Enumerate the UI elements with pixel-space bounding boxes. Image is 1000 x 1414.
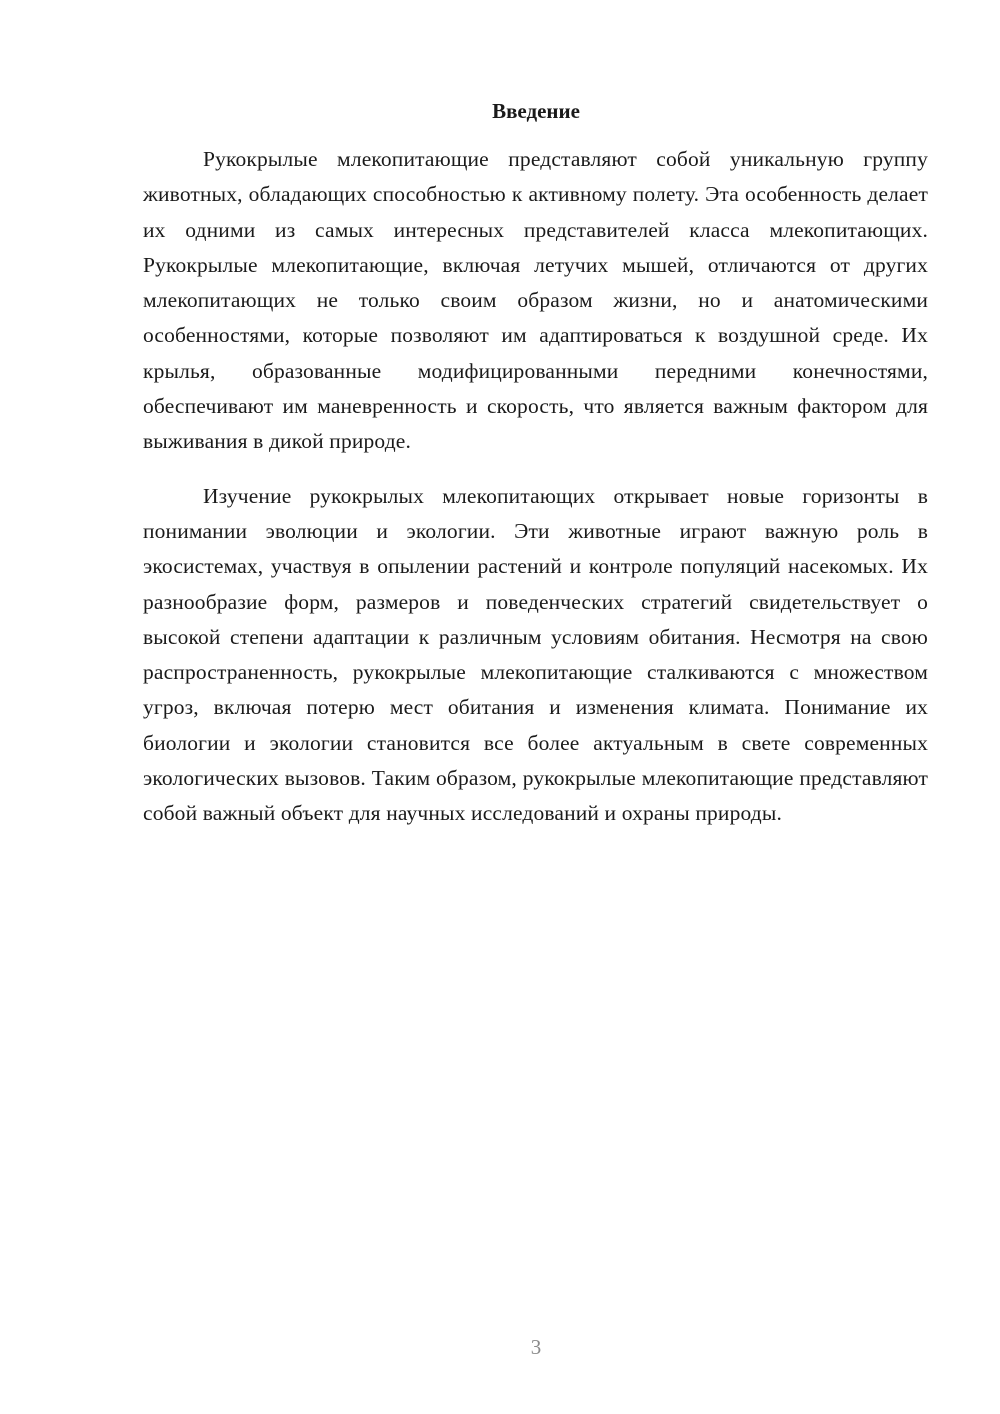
- body-text: [143, 142, 928, 851]
- section-heading: Введение: [492, 99, 580, 123]
- paragraph-1: Рукокрылые млекопитающие представляют собой уникальную группу животных, обладающих способностью к активному полету. Эта особенность делает их одними из самых интересных представителей класса млекопитающих. Рукокрылые млекопитающие, включая летучих мышей, отличаются от других млекопитающих не только своим образом жизни, но и анатомическими особенностями, которые позволяют им адаптироваться к воздушной среде. Их крылья, образованные модифицированными передними конечностями, обеспечивают им маневренность и скорость, что является важным фактором для выживания в дикой природе.: [143, 147, 928, 454]
- paragraph-2: Изучение рукокрылых млекопитающих открывает новые горизонты в понимании эволюции и экологии. Эти животные играют важную роль в экосистемах, участвуя в опылении растений и контроле популяций насекомых. Их разнообразие форм, размеров и поведенческих стратегий свидетельствует о высокой степени адаптации к различным условиям обитания. Несмотря на свою распространенность, рукокрылые млекопитающие сталкиваются с множеством угроз, включая потерю мест обитания и изменения климата. Понимание их биологии и экологии становится все более актуальным в свете современных экологических вызовов. Таким образом, рукокрылые млекопитающие представляют собой важный объект для научных исследований и охраны природы.: [143, 483, 928, 826]
- page-number: 3: [530, 1335, 542, 1359]
